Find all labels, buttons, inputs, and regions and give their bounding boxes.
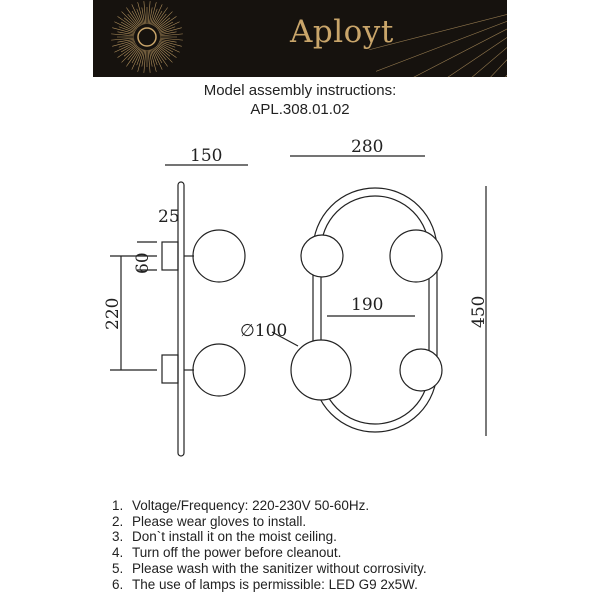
model-number: APL.308.01.02 bbox=[250, 101, 350, 118]
label-side-depth: 150 bbox=[190, 146, 223, 166]
instruction-list bbox=[112, 498, 427, 592]
instruction-item bbox=[112, 545, 427, 561]
label-shade-diameter: ∅100 bbox=[240, 321, 288, 341]
label-mount-depth: 25 bbox=[158, 207, 180, 227]
glass-shade-upper-front bbox=[390, 230, 442, 282]
label-total-height: 450 bbox=[469, 295, 489, 328]
instruction-text: Don`t install it on the moist ceiling. bbox=[132, 529, 337, 545]
instruction-text: Voltage/Frequency: 220-230V 50-60Hz. bbox=[132, 498, 370, 513]
glass-shade-lower-front bbox=[291, 340, 351, 400]
instruction-number: 6. bbox=[112, 576, 124, 592]
mount-block-lower bbox=[162, 355, 178, 383]
instruction-number: 4. bbox=[112, 545, 124, 561]
backplate-disc-lower bbox=[400, 349, 442, 391]
label-front-width: 280 bbox=[351, 137, 384, 157]
instruction-item bbox=[112, 498, 427, 514]
instruction-text: The use of lamps is permissible: LED G9 2x5W. bbox=[132, 576, 418, 592]
instruction-item bbox=[112, 577, 427, 593]
instruction-item bbox=[112, 514, 427, 530]
label-arm-spacing: 220 bbox=[103, 297, 123, 330]
instruction-number: 5. bbox=[112, 560, 124, 576]
instruction-item bbox=[112, 561, 427, 577]
mount-block-upper bbox=[162, 242, 178, 270]
instruction-number: 2. bbox=[112, 513, 124, 529]
document-title: Model assembly instructions: bbox=[203, 82, 397, 99]
glass-shade-lower-side bbox=[193, 344, 245, 396]
instruction-text: Turn off the power before cleanout. bbox=[132, 545, 342, 561]
glass-shade-upper-side bbox=[193, 230, 245, 282]
label-mount-height: 60 bbox=[133, 252, 153, 274]
instruction-number: 1. bbox=[112, 498, 124, 513]
instruction-number: 3. bbox=[112, 529, 124, 545]
instruction-text: Please wear gloves to install. bbox=[132, 513, 307, 529]
brand-name: Aployt bbox=[290, 14, 394, 50]
instruction-item bbox=[112, 529, 427, 545]
backplate-disc-upper bbox=[301, 235, 343, 277]
label-inner-width: 190 bbox=[351, 295, 384, 315]
instruction-text: Please wash with the sanitizer without corrosivity. bbox=[132, 560, 427, 576]
